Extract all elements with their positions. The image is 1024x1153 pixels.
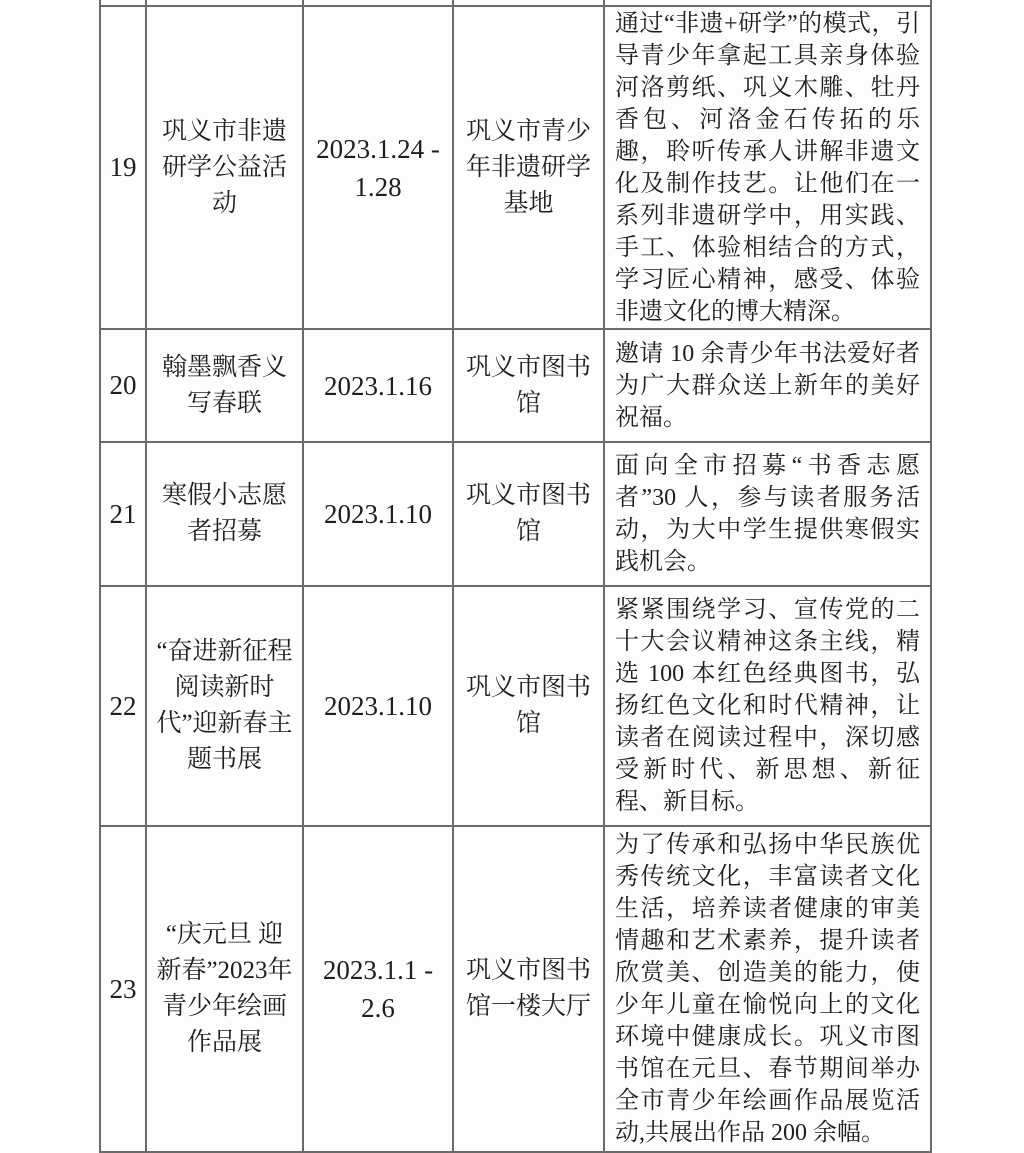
- cell-activity-location: 巩义市图书馆: [454, 443, 605, 585]
- table-row: [101, 587, 930, 827]
- table-row: [101, 7, 930, 330]
- cutoff-cell: [605, 0, 930, 5]
- cell-activity-date: 2023.1.10: [304, 587, 454, 825]
- cutoff-cell: [454, 0, 605, 5]
- table-row: [101, 443, 930, 587]
- cell-row-number: 22: [101, 587, 147, 825]
- cell-activity-location: 巩义市青少年非遗研学基地: [454, 7, 605, 328]
- cell-activity-name: 翰墨飘香义写春联: [147, 330, 304, 441]
- activities-table: [99, 0, 932, 1153]
- cell-activity-location: 巩义市图书馆: [454, 330, 605, 441]
- cell-row-number: 21: [101, 443, 147, 585]
- cutoff-cell: [147, 0, 304, 5]
- table-row: [101, 330, 930, 443]
- cell-activity-description: 邀请 10 余青少年书法爱好者为广大群众送上新年的美好祝福。: [615, 340, 920, 431]
- cell-activity-date: 2023.1.1 - 2.6: [304, 827, 454, 1151]
- cell-activity-description: 面向全市招募“书香志愿者”30 人，参与读者服务活动，为大中学生提供寒假实践机会。: [615, 453, 920, 575]
- table-cutoff-row-top: [101, 0, 930, 7]
- cell-activity-description: 紧紧围绕学习、宣传党的二十大会议精神这条主线，精选 100 本红色经典图书，弘扬红色文化和时代精神，让读者在阅读过程中，深切感受新时代、新思想、新征程、新目标。: [615, 597, 920, 815]
- cutoff-cell: [101, 0, 147, 5]
- cell-row-number: 19: [101, 7, 147, 328]
- cell-activity-name: “奋进新征程 阅读新时代”迎新春主题书展: [147, 587, 304, 825]
- cell-activity-date: 2023.1.16: [304, 330, 454, 441]
- cell-row-number: 23: [101, 827, 147, 1151]
- cell-activity-name: 寒假小志愿者招募: [147, 443, 304, 585]
- cell-activity-name: 巩义市非遗研学公益活动: [147, 7, 304, 328]
- cell-activity-description: 为了传承和弘扬中华民族优秀传统文化，丰富读者文化生活，培养读者健康的审美情趣和艺术素养，提升读者欣赏美、创造美的能力，使少年儿童在愉悦向上的文化环境中健康成长。巩义市图书馆在元旦、春节期间举办全市青少年绘画作品展览活动,共展出作品 200 余幅。: [615, 832, 920, 1146]
- cell-activity-location: 巩义市图书馆: [454, 587, 605, 825]
- cell-row-number: 20: [101, 330, 147, 441]
- table-row: [101, 827, 930, 1153]
- cell-activity-date: 2023.1.24 - 1.28: [304, 7, 454, 328]
- cell-activity-location: 巩义市图书馆一楼大厅: [454, 827, 605, 1151]
- cell-activity-description: 通过“非遗+研学”的模式，引导青少年拿起工具亲身体验河洛剪纸、巩义木雕、牡丹香包、河洛金石传拓的乐趣，聆听传承人讲解非遗文化及制作技艺。让他们在一系列非遗研学中，用实践、手工、体验相结合的方式，学习匠心精神，感受、体验非遗文化的博大精深。: [615, 10, 920, 325]
- cell-activity-date: 2023.1.10: [304, 443, 454, 585]
- cutoff-cell: [304, 0, 454, 5]
- cell-activity-name: “庆元旦 迎新春”2023年青少年绘画作品展: [147, 827, 304, 1151]
